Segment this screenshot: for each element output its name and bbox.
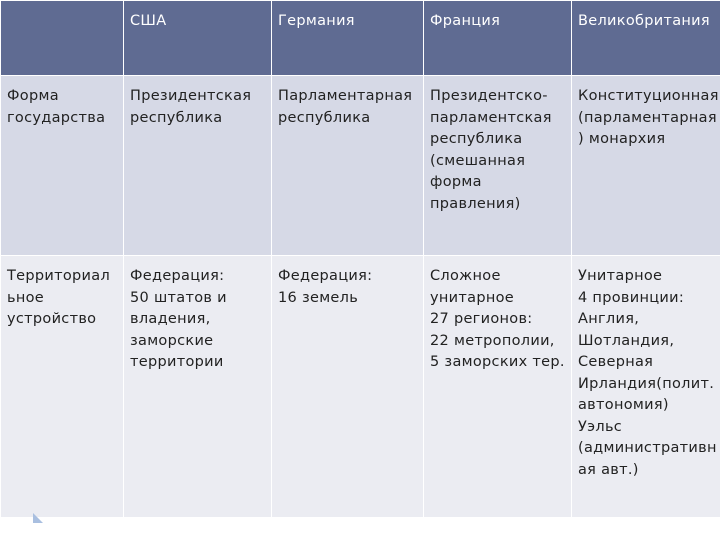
table-row [1,256,720,518]
cell-uk-territory: Унитарное 4 провинции: Англия, Шотландия, Северная Ирландия(полит. автономия) Уэльс (административн ая авт.) [572,256,720,518]
slide-corner-arrow-icon [33,513,43,523]
header-empty-cell [1,1,124,76]
cell-usa-territory: Федерация: 50 штатов и владения, заморские территории [124,256,272,518]
cell-uk-form: Конституционная (парламентарная ) монархия [572,76,720,256]
header-france: Франция [424,1,572,76]
cell-germany-territory: Федерация: 16 земель [272,256,424,518]
cell-germany-form: Парламентарная республика [272,76,424,256]
row-label-form-of-state: Форма государства [1,76,124,256]
table-row [1,76,720,256]
cell-france-form: Президентско- парламентская республика (смешанная форма правления) [424,76,572,256]
table-header-row [1,1,720,76]
cell-france-territory: Сложное унитарное 27 регионов: 22 метрополии, 5 заморских тер. [424,256,572,518]
cell-usa-form: Президентская республика [124,76,272,256]
header-usa: США [124,1,272,76]
header-uk: Великобритания [572,1,720,76]
header-germany: Германия [272,1,424,76]
row-label-territorial-structure: Территориал ьное устройство [1,256,124,518]
